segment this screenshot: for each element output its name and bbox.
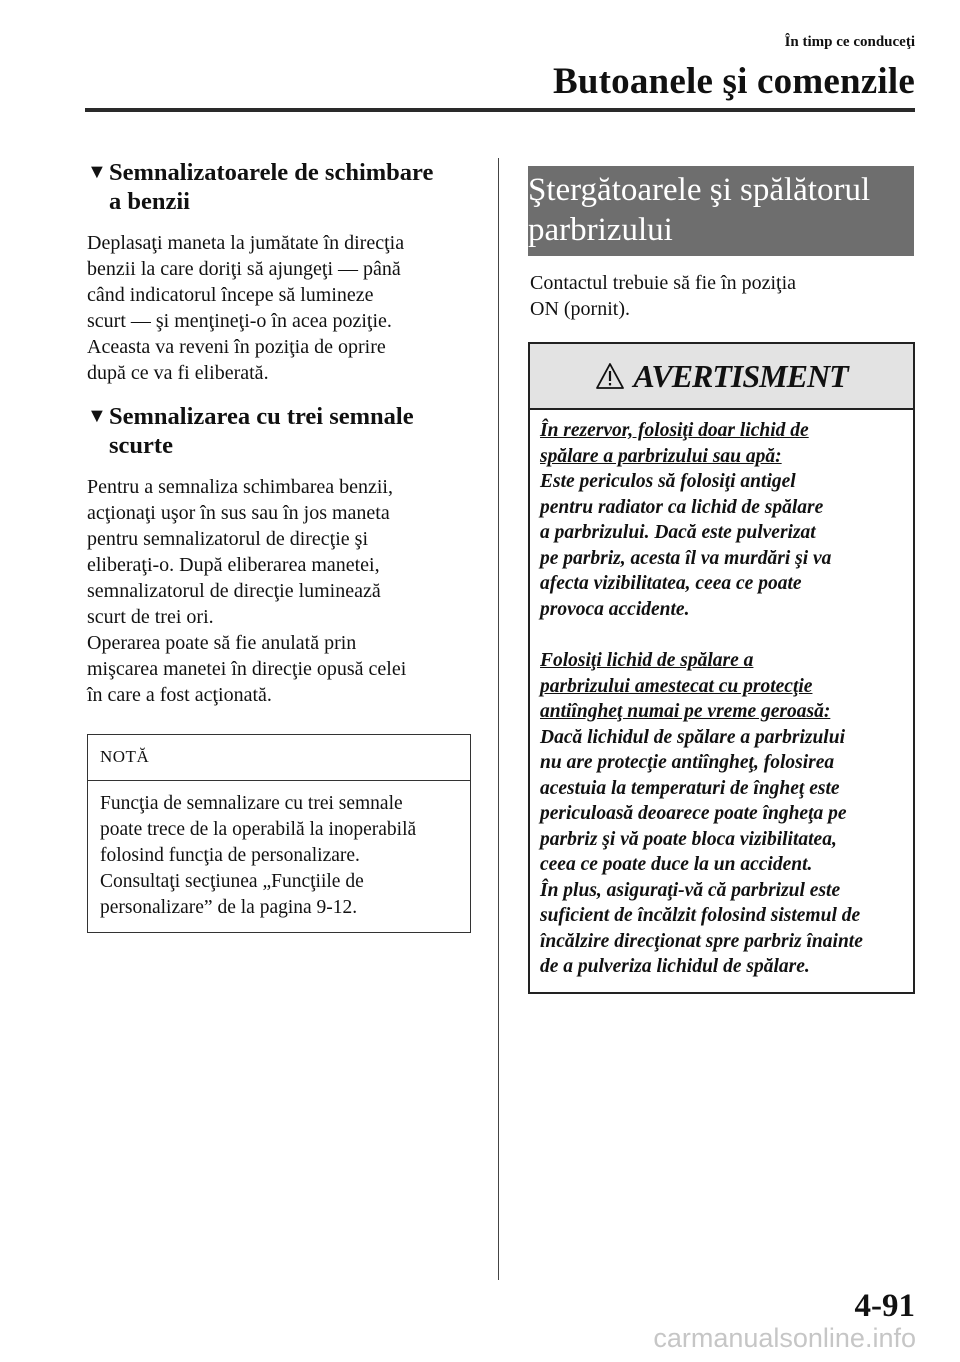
warning-lead-line: spălare a parbrizului sau apă: — [540, 445, 782, 467]
warning-lead-line: antiîngheţ numai pe vreme geroasă: — [540, 701, 831, 722]
text-line: scurt de trei ori. — [87, 606, 214, 628]
banner-line: Ştergătoarele şi spălătorul — [528, 172, 871, 208]
text-line: Funcţia de semnalizare cu trei semnale — [100, 793, 403, 814]
triangle-bullet-icon: ▼ — [87, 161, 107, 183]
three-flash-heading — [87, 402, 471, 460]
heading-line: Semnalizatoarele de schimbare — [109, 159, 434, 186]
note-title: NOTĂ — [88, 735, 470, 781]
text-line: Consultaţi secţiunea „Funcţiile de — [100, 871, 364, 892]
text-line: periculoasă deoarece poate îngheţa pe — [540, 803, 847, 824]
note-box — [87, 734, 471, 933]
warning-lead-line: În rezervor, folosiţi doar lichid de — [540, 420, 809, 441]
text-line: provoca accidente. — [540, 598, 690, 620]
text-line: acţionaţi uşor în sus sau în jos maneta — [87, 502, 390, 524]
text-line: Contactul trebuie să fie în poziţia — [530, 272, 797, 294]
text-line: personalizare” de la pagina 9-12. — [100, 897, 358, 918]
running-header-section: Butoanele şi comenzile — [552, 61, 915, 102]
text-line: pentru semnalizatorul de direcţie şi — [87, 528, 369, 550]
text-line: Deplasaţi maneta la jumătate în direcţia — [87, 232, 405, 254]
text-line: în care a fost acţionată. — [87, 684, 272, 706]
left-column — [87, 158, 471, 933]
column-divider — [498, 158, 499, 1280]
text-line: semnalizatorul de direcţie luminează — [87, 580, 381, 602]
text-line: folosind funcţia de personalizare. — [100, 845, 360, 866]
text-line: parbriz şi vă poate bloca vizibilitatea, — [540, 828, 837, 850]
running-header-chapter: În timp ce conduceţi — [784, 34, 915, 50]
warning-lead-line: parbrizului amestecat cu protecţie — [540, 675, 813, 697]
page-number: 4-91 — [854, 1288, 915, 1324]
right-column — [528, 166, 914, 994]
text-line: mişcarea manetei în direcţie opusă celei — [87, 658, 407, 680]
three-flash-paragraph — [87, 474, 471, 708]
text-line: poate trece de la operabilă la inoperabilă — [100, 819, 417, 840]
text-line: ceea ce poate duce la un accident. — [540, 854, 813, 875]
text-line: de a pulveriza lichidul de spălare. — [540, 956, 810, 977]
text-line: încălzire direcţionat spre parbriz înainte — [540, 930, 863, 952]
text-line: pentru radiator ca lichid de spălare — [540, 496, 824, 518]
warning-lead-line: Folosiţi lichid de spălare a — [540, 650, 754, 671]
text-line: Operarea poate să fie anulată prin — [87, 632, 357, 654]
text-line: Pentru a semnaliza schimbarea benzii, — [87, 476, 393, 498]
text-line: când indicatorul începe să lumineze — [87, 284, 374, 306]
text-line: eliberaţi-o. După eliberarea manetei, — [87, 554, 380, 576]
banner-line: parbrizului — [528, 212, 673, 248]
triangle-bullet-icon: ▼ — [87, 405, 107, 427]
watermark: carmanualsonline.info — [653, 1323, 916, 1353]
heading-line: a benzii — [109, 188, 190, 215]
text-line: nu are protecţie antiîngheţ, folosirea — [540, 752, 835, 773]
text-line: Dacă lichidul de spălare a parbrizului — [540, 726, 845, 748]
text-line: acestuia la temperaturi de îngheţ este — [540, 777, 840, 799]
section-banner — [528, 166, 914, 256]
text-line: ON (pornit). — [530, 298, 630, 320]
text-line: În plus, asiguraţi-vă că parbrizul este — [540, 879, 841, 901]
lane-change-paragraph — [87, 230, 471, 386]
note-body — [88, 781, 470, 932]
warning-triangle-icon — [595, 362, 625, 390]
text-line: scurt — şi menţineţi-o în acea poziţie. — [87, 310, 392, 332]
intro-paragraph — [530, 270, 914, 322]
lane-change-heading — [87, 158, 471, 216]
text-line: afecta vizibilitatea, ceea ce poate — [540, 573, 802, 594]
text-line: pe parbriz, acesta îl va murdări şi va — [540, 547, 832, 569]
header-rule — [85, 108, 915, 112]
heading-line: scurte — [109, 432, 173, 459]
heading-line: Semnalizarea cu trei semnale — [109, 403, 414, 430]
text-line: a parbrizului. Dacă este pulverizat — [540, 522, 816, 543]
warning-box — [528, 342, 915, 994]
text-line: suficient de încălzit folosind sistemul de — [540, 905, 861, 926]
text-line: după ce va fi eliberată. — [87, 362, 269, 384]
warning-title: AVERTISMENT — [633, 357, 848, 394]
text-line: Aceasta va reveni în poziţia de oprire — [87, 336, 386, 358]
warning-header — [530, 344, 913, 410]
text-line: benzii la care doriţi să ajungeţi — până — [87, 258, 401, 280]
warning-body — [530, 410, 913, 992]
text-line: Este periculos să folosiţi antigel — [540, 471, 796, 492]
